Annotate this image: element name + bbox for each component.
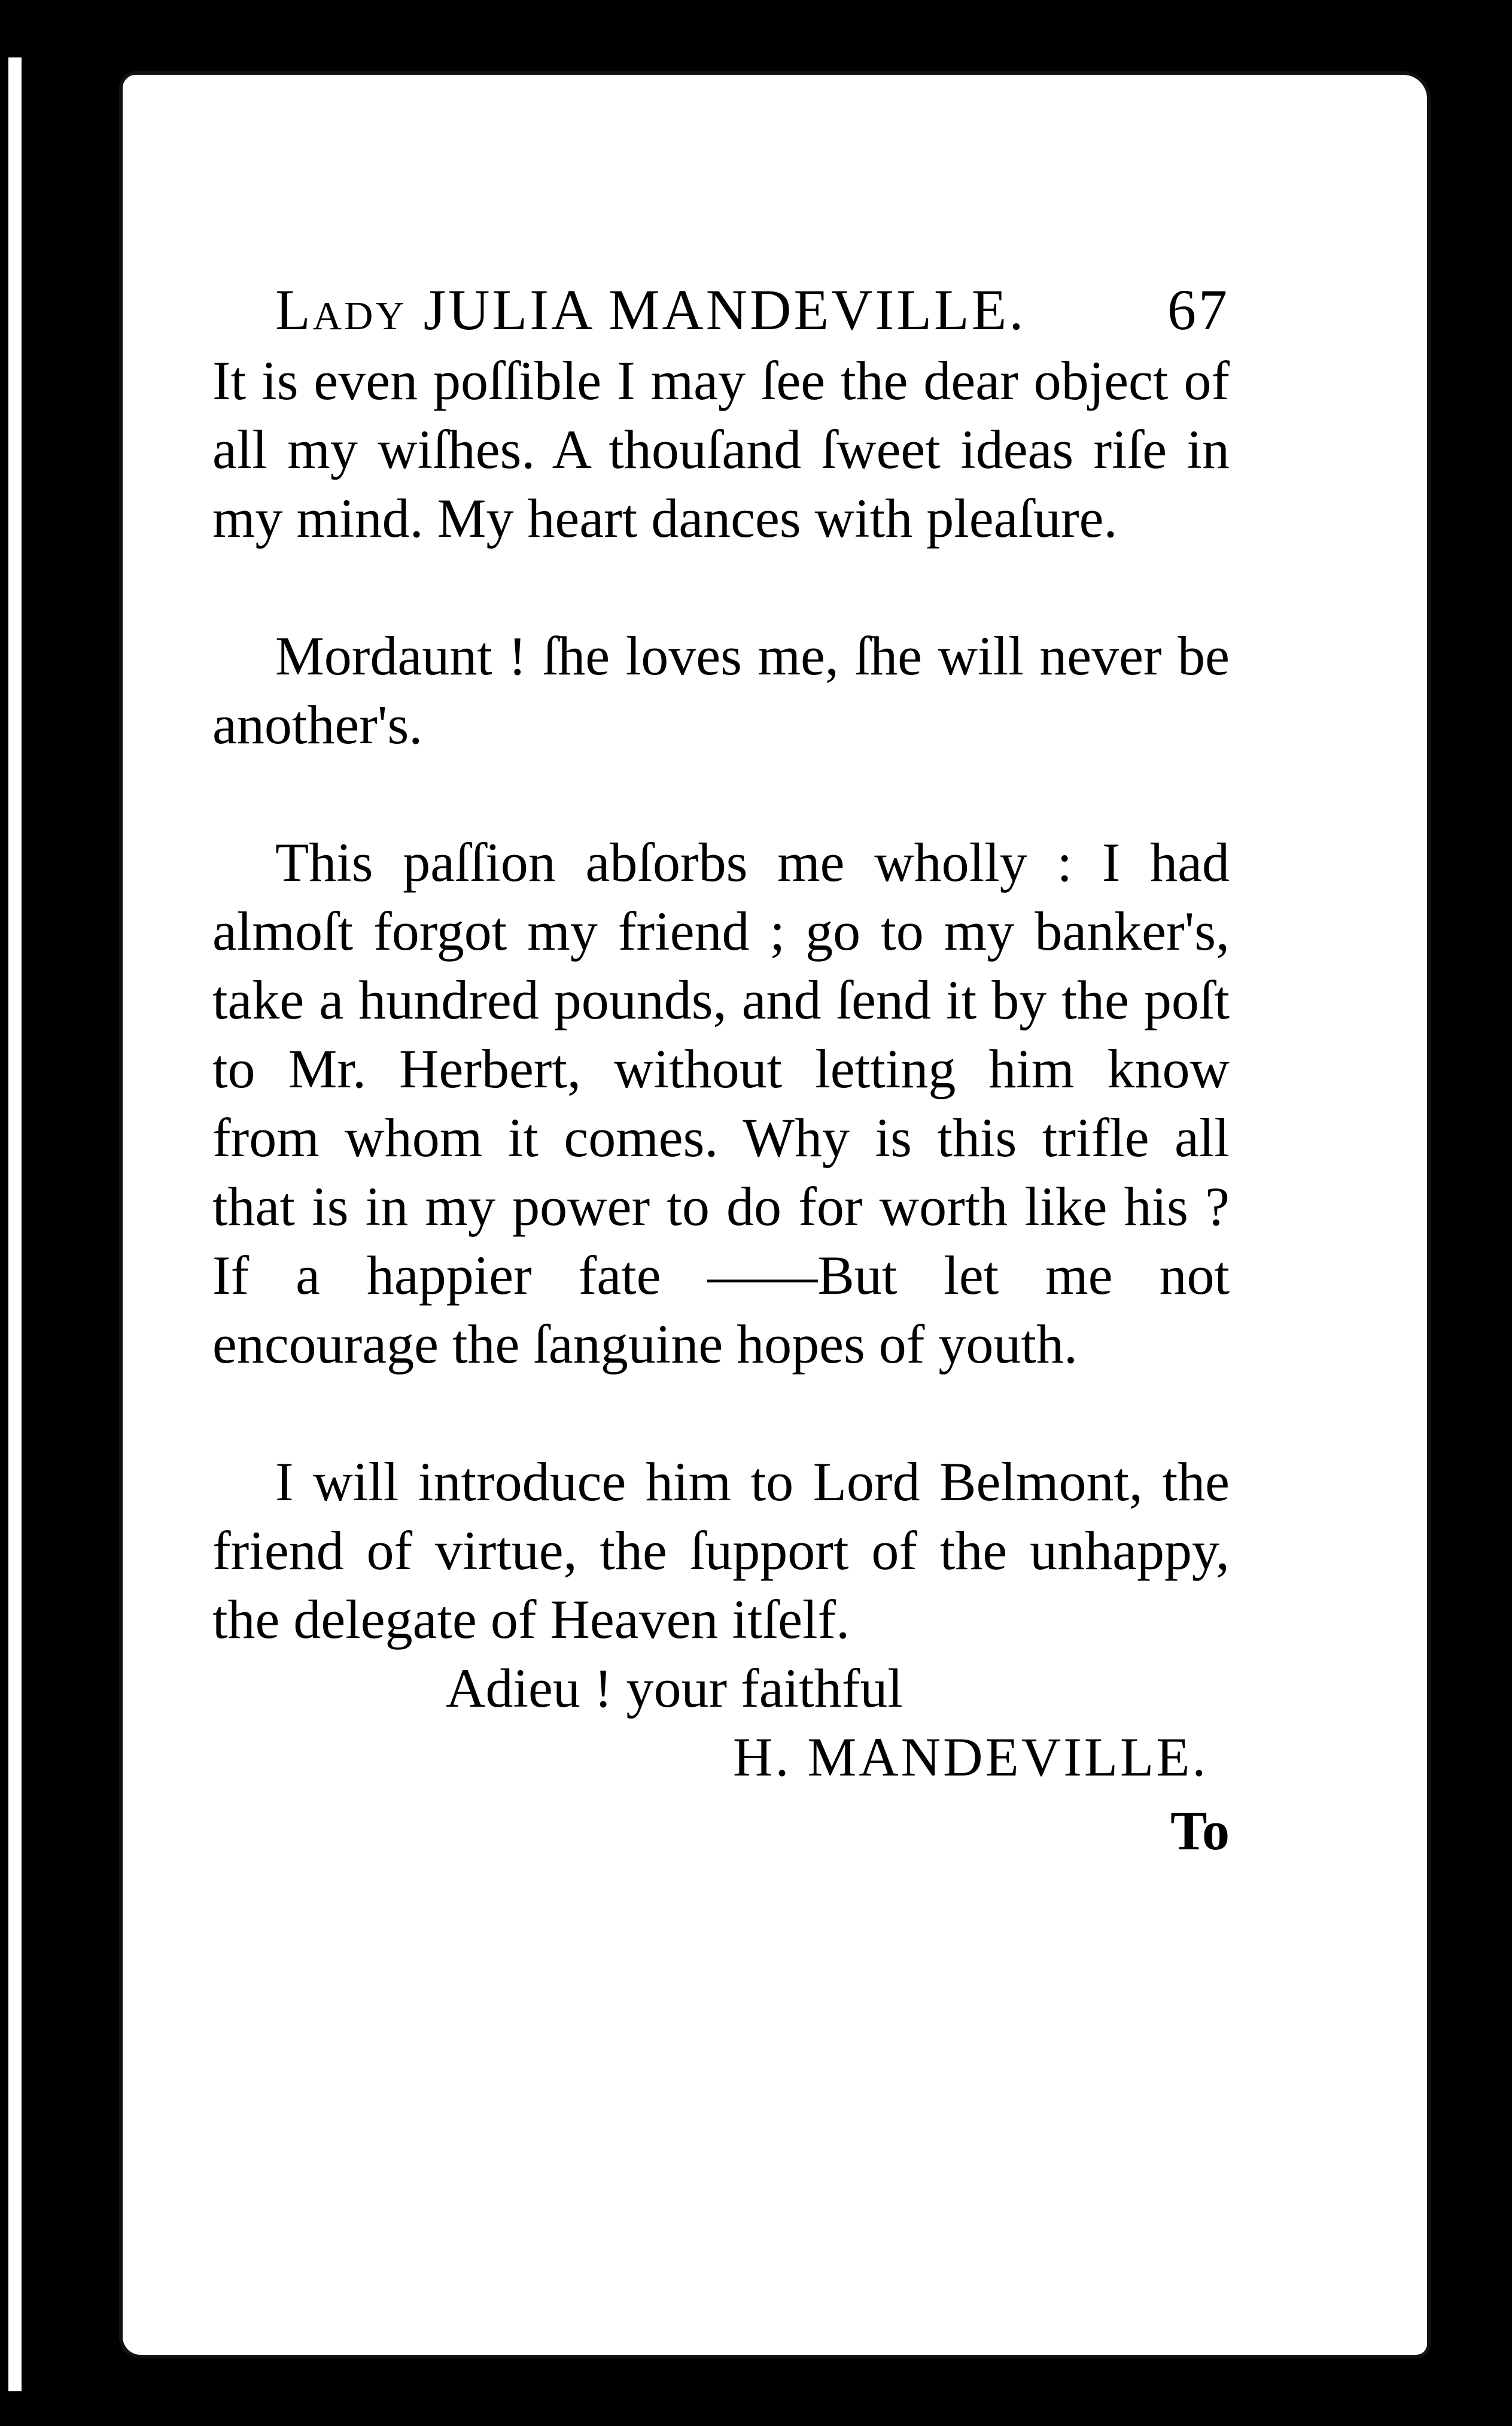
- paragraph-3: This paſſion abſorbs me wholly : I had almoſt forgot my friend ; go to my banker's, take a hundred pounds, and ſend it by the poſt to Mr. Herbert, without letting him know from whom it comes. Why is this trifle all that is in my power to do for worth like his ? If a happier fate ——But let me not encourage the ſanguine hopes of youth.: [212, 832, 1230, 1375]
- letter-closing: Adieu ! your faithful: [446, 1658, 903, 1719]
- paragraph-4: I will introduce him to Lord Belmont, the friend of virtue, the ſupport of the unhappy, the delegate of Heaven itſelf.: [212, 1451, 1230, 1650]
- paragraph-1: It is even poſſible I may ſee the dear object of all my wiſhes. A thouſand ſweet ideas riſe in my mind. My heart dances with pleaſure.: [212, 350, 1230, 549]
- paragraph-2: Mordaunt ! ſhe loves me, ſhe will never be another's.: [212, 625, 1230, 755]
- page-text: [212, 275, 1230, 1865]
- catchword: To: [1170, 1800, 1230, 1861]
- book-spine-edge: [0, 0, 67, 2426]
- spine-highlight: [8, 57, 22, 2391]
- page-number: 67: [1167, 278, 1230, 342]
- running-header: [212, 275, 1230, 344]
- letter-signature: H. MANDEVILLE.: [733, 1726, 1209, 1787]
- running-title: Lady JULIA MANDEVILLE.: [275, 278, 1026, 342]
